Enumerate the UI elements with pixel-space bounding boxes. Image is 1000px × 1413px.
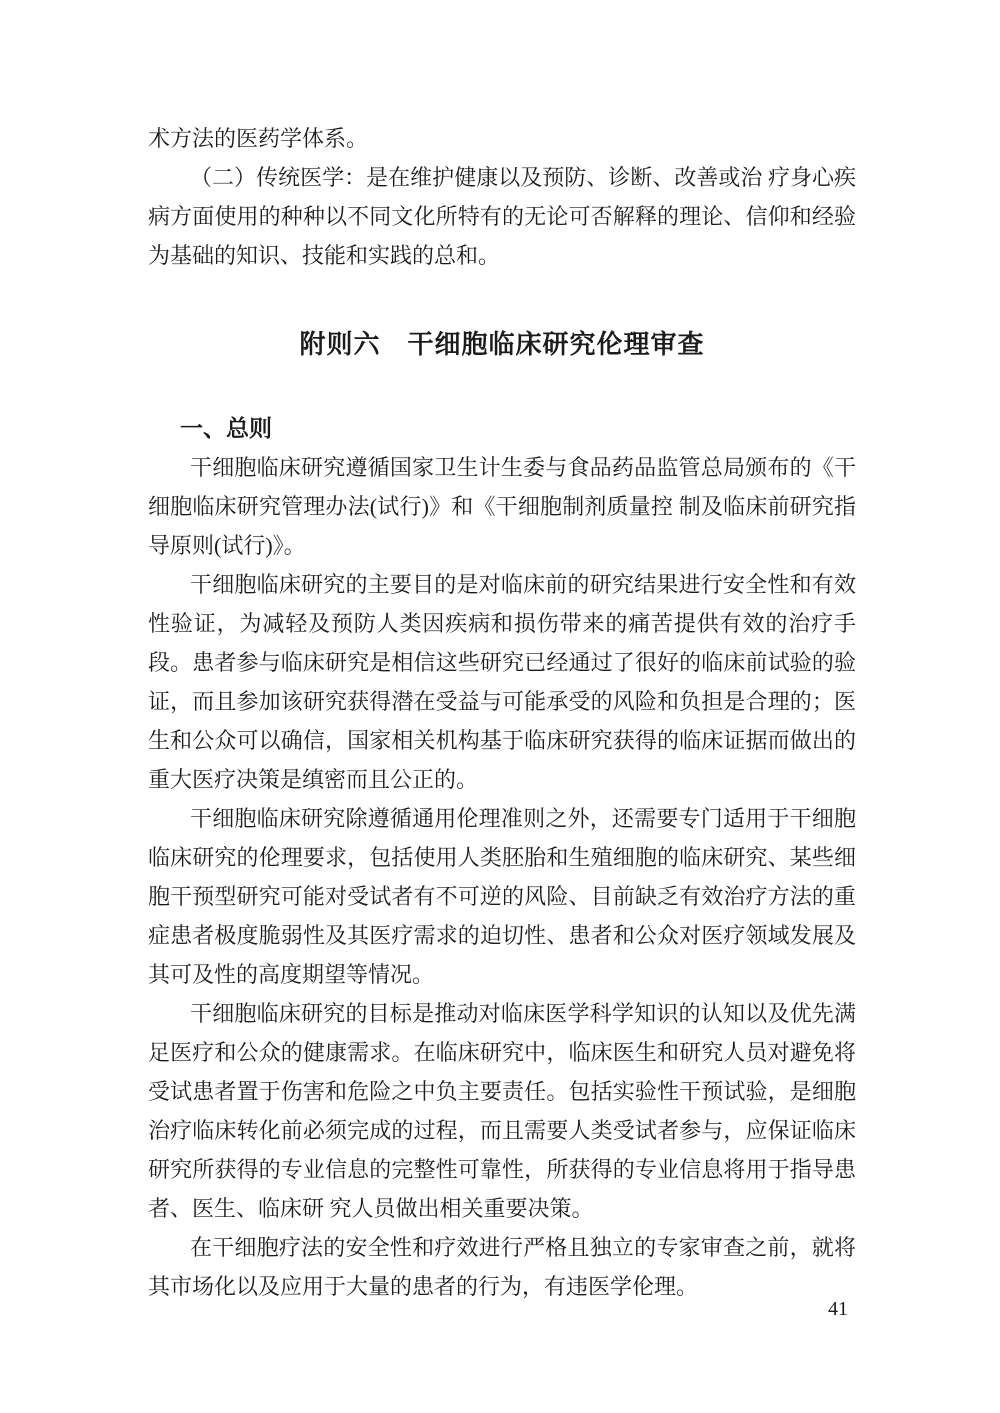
text-block: [148, 119, 856, 1306]
paragraph-traditional-medicine: （二）传统医学：是在维护健康以及预防、诊断、改善或治 疗身心疾病方面使用的种种以不同文化所特有的无论可否解释的理论、信仰和经验为基础的知识、技能和实践的总和。: [148, 165, 856, 268]
section-heading: 附则六 干细胞临床研究伦理审查: [299, 329, 705, 359]
paragraph-general-principles-1: 干细胞临床研究遵循国家卫生计生委与食品药品监管总局颁布的《干细胞临床研究管理办法(试行)》和《干细胞制剂质量控 制及临床前研究指导原则(试行)》。: [148, 455, 856, 558]
paragraph-continuation: 术方法的医药学体系。: [148, 126, 369, 151]
paragraph-general-principles-5: 在干细胞疗法的安全性和疗效进行严格且独立的专家审查之前，就将其市场化以及应用于大量的患者的行为，有违医学伦理。: [148, 1235, 856, 1299]
subsection-heading: 一、总则: [180, 415, 272, 441]
page-number: 41: [828, 1298, 848, 1320]
paragraph-general-principles-4: 干细胞临床研究的目标是推动对临床医学科学知识的认知以及优先满足医疗和公众的健康需求。在临床研究中，临床医生和研究人员对避免将受试患者置于伤害和危险之中负主要责任。包括实验性干预试验，是细胞治疗临床转化前必须完成的过程，而且需要人类受试者参与，应保证临床研究所获得的专业信息的完整性可靠性，所获得的专业信息将用于指导患者、医生、临床研 究人员做出相关重要决策。: [148, 1001, 856, 1221]
paragraph-general-principles-3: 干细胞临床研究除遵循通用伦理准则之外，还需要专门适用于干细胞临床研究的伦理要求，包括使用人类胚胎和生殖细胞的临床研究、某些细胞干预型研究可能对受试者有不可逆的风险、目前缺乏有效治疗方法的重症患者极度脆弱性及其医疗需求的迫切性、患者和公众对医疗领域发展及其可及性的高度期望等情况。: [148, 806, 856, 987]
paragraph-general-principles-2: 干细胞临床研究的主要目的是对临床前的研究结果进行安全性和有效性验证，为减轻及预防人类因疾病和损伤带来的痛苦提供有效的治疗手段。患者参与临床研究是相信这些研究已经通过了很好的临床前试验的验证，而且参加该研究获得潜在受益与可能承受的风险和负担是合理的；医生和公众可以确信，国家相关机构基于临床研究获得的临床证据而做出的重大医疗决策是缜密而且公正的。: [148, 572, 856, 792]
